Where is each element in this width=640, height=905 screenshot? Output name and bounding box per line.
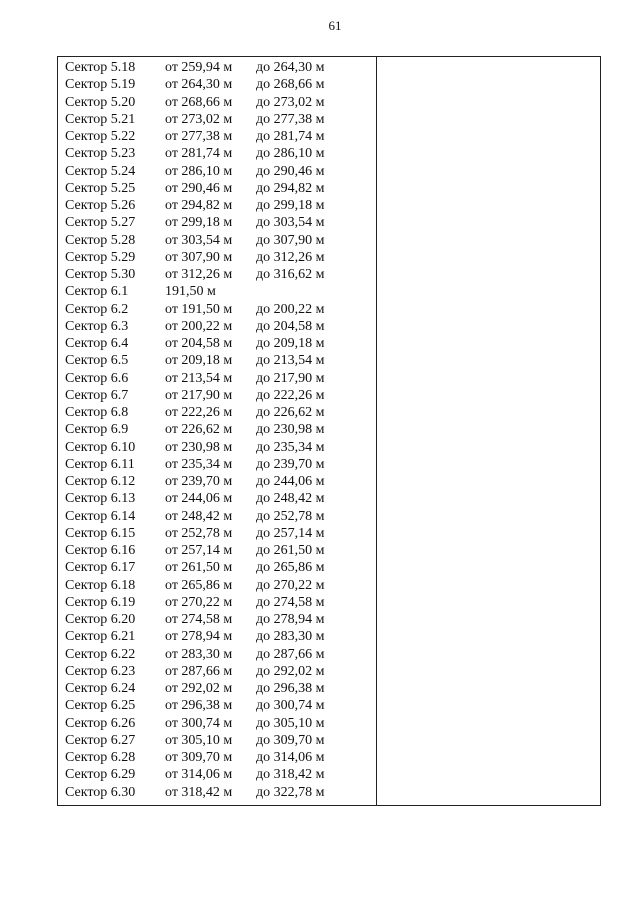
range-to: до 303,54 м [256,215,325,231]
range-from: от 303,54 м [165,232,233,248]
range-from: от 204,58 м [165,336,233,351]
range-from: от 294,82 м [165,198,233,213]
table-row [65,508,375,525]
sector-name: Сектор 5.20 [65,94,136,110]
sector-name: Сектор 5.21 [65,111,136,127]
table-row [65,232,375,249]
sector-name: Сектор 6.17 [65,560,136,576]
table-row [65,283,375,300]
range-from: от 281,74 м [165,146,233,162]
table-row [65,680,375,697]
range-to: до 283,30 м [256,629,325,645]
range-to: до 281,74 м [256,129,325,144]
sector-name: Сектор 5.23 [65,146,136,162]
table-row [65,387,375,404]
sector-name: Сектор 6.10 [65,439,136,455]
range-from: от 283,30 м [165,646,233,662]
sector-name: Сектор 6.16 [65,543,136,558]
sector-name: Сектор 6.11 [65,456,135,472]
range-from: от 309,70 м [165,750,233,765]
range-to: до 226,62 м [256,405,325,420]
range-from: от 287,66 м [165,663,233,679]
range-to: до 318,42 м [256,767,325,783]
table-row [65,352,375,369]
range-to: до 316,62 м [256,267,325,282]
range-from: от 257,14 м [165,543,233,558]
sector-table [57,56,601,806]
table-row [65,370,375,387]
range-from: от 235,34 м [165,456,233,472]
table-row [65,335,375,352]
table-row [65,111,375,128]
range-to: до 265,86 м [256,560,325,576]
sector-name: Сектор 6.19 [65,594,136,610]
sector-name: Сектор 6.4 [65,336,129,351]
range-to: до 300,74 м [256,698,325,714]
table-row [65,732,375,749]
range-to: до 287,66 м [256,646,325,662]
table-row [65,421,375,438]
range-from: от 213,54 м [165,370,233,386]
range-to: до 222,26 м [256,387,325,403]
range-to: до 200,22 м [256,301,325,317]
range-from: от 292,02 м [165,681,233,696]
range-from: от 217,90 м [165,387,233,403]
table-row [65,163,375,180]
table-row [65,542,375,559]
sector-name: Сектор 6.30 [65,784,136,800]
table-row [65,611,375,628]
sector-name: Сектор 5.28 [65,232,136,248]
sector-name: Сектор 5.27 [65,215,136,231]
range-from: 191,50 м [165,284,216,300]
range-from: от 305,10 м [165,732,233,748]
range-from: от 252,78 м [165,525,233,541]
range-to: до 286,10 м [256,146,325,162]
sector-name: Сектор 6.26 [65,715,136,731]
table-row [65,145,375,162]
range-from: от 239,70 м [165,474,233,489]
sector-name: Сектор 6.23 [65,663,136,679]
range-from: от 274,58 м [165,612,233,627]
sector-name: Сектор 5.19 [65,77,136,93]
range-from: от 299,18 м [165,215,233,231]
range-from: от 318,42 м [165,784,233,800]
range-to: до 294,82 м [256,180,325,196]
range-to: до 270,22 м [256,577,325,593]
range-to: до 252,78 м [256,508,325,524]
table-row [65,180,375,197]
table-row [65,490,375,507]
sector-name: Сектор 6.1 [65,284,129,300]
sector-name: Сектор 6.6 [65,370,129,386]
table-row [65,663,375,680]
table-row [65,404,375,421]
sector-name: Сектор 6.3 [65,318,129,334]
sector-name: Сектор 6.8 [65,405,129,420]
table-row [65,197,375,214]
sector-rows [65,59,375,801]
sector-name: Сектор 6.14 [65,508,136,524]
range-to: до 299,18 м [256,198,325,213]
sector-name: Сектор 5.29 [65,249,136,265]
sector-name: Сектор 6.25 [65,698,136,714]
table-row [65,128,375,145]
range-from: от 191,50 м [165,301,233,317]
range-from: от 248,42 м [165,508,233,524]
sector-name: Сектор 6.20 [65,612,136,627]
range-to: до 312,26 м [256,249,325,265]
range-from: от 259,94 м [165,60,233,75]
range-to: до 230,98 м [256,422,325,438]
sector-name: Сектор 6.18 [65,577,136,593]
sector-name: Сектор 6.7 [65,387,129,403]
range-to: до 278,94 м [256,612,325,627]
sector-name: Сектор 5.22 [65,129,136,144]
range-from: от 222,26 м [165,405,233,420]
range-from: от 312,26 м [165,267,233,282]
table-row [65,628,375,645]
table-row [65,318,375,335]
range-from: от 230,98 м [165,439,233,455]
sector-name: Сектор 6.22 [65,646,136,662]
table-row [65,784,375,801]
table-row [65,439,375,456]
range-from: от 209,18 м [165,353,233,369]
column-divider [376,57,377,805]
range-to: до 244,06 м [256,474,325,489]
sector-name: Сектор 6.21 [65,629,136,645]
sector-name: Сектор 6.29 [65,767,136,783]
range-from: от 278,94 м [165,629,233,645]
sector-name: Сектор 6.28 [65,750,136,765]
range-from: от 307,90 м [165,249,233,265]
range-to: до 268,66 м [256,77,325,93]
table-row [65,266,375,283]
table-row [65,59,375,76]
range-from: от 200,22 м [165,318,233,334]
range-to: до 248,42 м [256,491,325,507]
sector-name: Сектор 6.24 [65,681,136,696]
range-from: от 226,62 м [165,422,233,438]
table-row [65,697,375,714]
range-from: от 261,50 м [165,560,233,576]
range-from: от 300,74 м [165,715,233,731]
range-from: от 296,38 м [165,698,233,714]
sector-name: Сектор 6.27 [65,732,136,748]
sector-name: Сектор 6.5 [65,353,129,369]
sector-name: Сектор 5.18 [65,60,136,75]
range-from: от 265,86 м [165,577,233,593]
range-to: до 257,14 м [256,525,325,541]
table-row [65,577,375,594]
table-row [65,559,375,576]
table-row [65,525,375,542]
table-row [65,76,375,93]
range-from: от 244,06 м [165,491,233,507]
range-to: до 314,06 м [256,750,325,765]
range-to: до 274,58 м [256,594,325,610]
range-to: до 309,70 м [256,732,325,748]
sector-name: Сектор 5.30 [65,267,136,282]
table-row [65,456,375,473]
range-to: до 204,58 м [256,318,325,334]
table-row [65,646,375,663]
table-row [65,214,375,231]
range-from: от 290,46 м [165,180,233,196]
range-to: до 273,02 м [256,94,325,110]
sector-name: Сектор 6.15 [65,525,136,541]
table-row [65,473,375,490]
sector-name: Сектор 6.12 [65,474,136,489]
sector-name: Сектор 5.24 [65,163,136,179]
range-to: до 235,34 м [256,439,325,455]
sector-name: Сектор 6.2 [65,301,129,317]
range-to: до 213,54 м [256,353,325,369]
range-from: от 264,30 м [165,77,233,93]
range-to: до 264,30 м [256,60,325,75]
table-row [65,94,375,111]
range-from: от 286,10 м [165,163,233,179]
range-to: до 290,46 м [256,163,325,179]
range-to: до 292,02 м [256,663,325,679]
table-row [65,749,375,766]
range-from: от 273,02 м [165,111,233,127]
range-to: до 209,18 м [256,336,325,351]
table-row [65,249,375,266]
range-from: от 277,38 м [165,129,233,144]
range-to: до 305,10 м [256,715,325,731]
table-row [65,301,375,318]
range-to: до 296,38 м [256,681,325,696]
table-row [65,594,375,611]
table-row [65,715,375,732]
range-to: до 322,78 м [256,784,325,800]
range-from: от 314,06 м [165,767,233,783]
range-to: до 217,90 м [256,370,325,386]
range-to: до 261,50 м [256,543,325,558]
sector-name: Сектор 5.26 [65,198,136,213]
range-to: до 307,90 м [256,232,325,248]
range-to: до 277,38 м [256,111,325,127]
range-from: от 270,22 м [165,594,233,610]
range-from: от 268,66 м [165,94,233,110]
sector-name: Сектор 6.13 [65,491,136,507]
page-number: 61 [328,18,342,33]
table-row [65,766,375,783]
sector-name: Сектор 5.25 [65,180,136,196]
range-to: до 239,70 м [256,456,325,472]
sector-name: Сектор 6.9 [65,422,129,438]
